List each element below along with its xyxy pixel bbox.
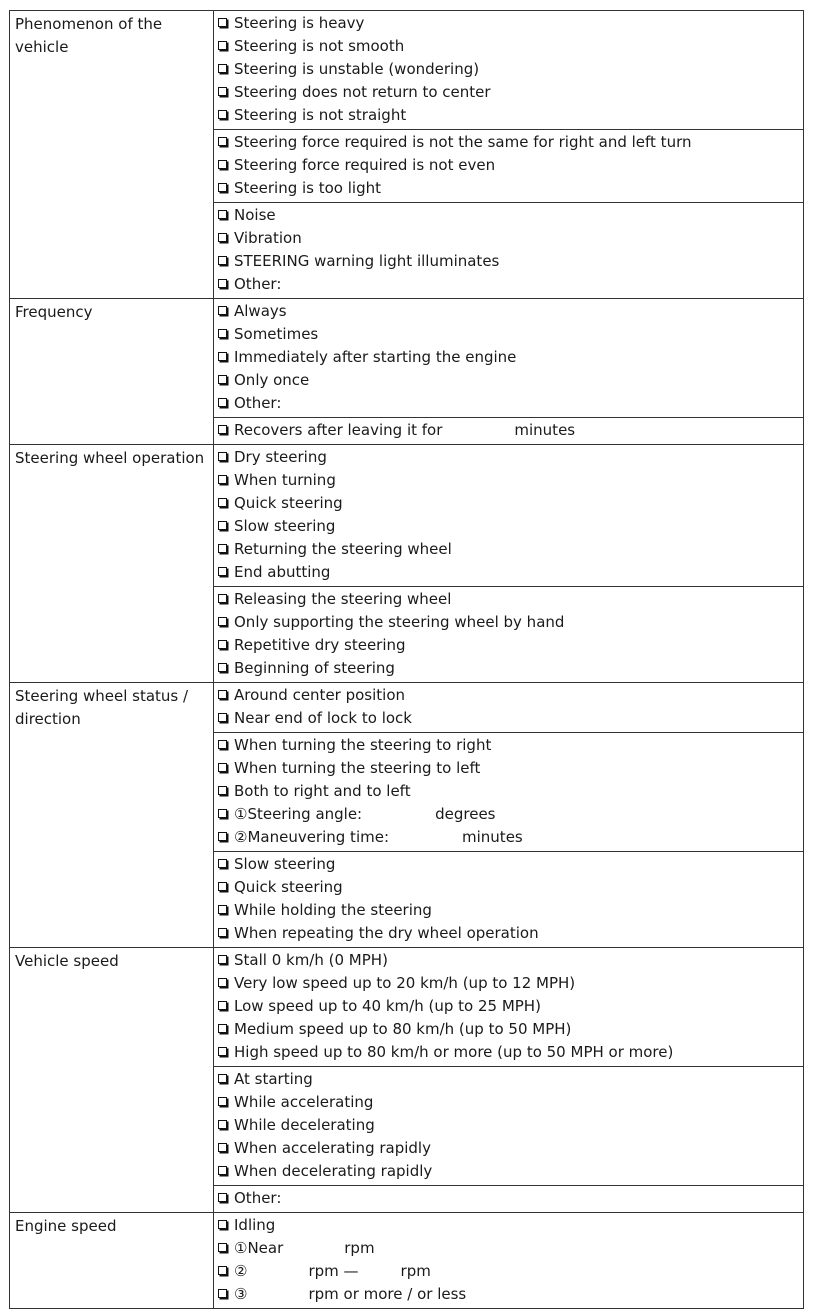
checkbox-option[interactable] xyxy=(217,1041,799,1064)
checkbox-icon[interactable] xyxy=(218,233,227,242)
checkbox-option[interactable] xyxy=(217,588,799,611)
checkbox-icon[interactable] xyxy=(218,786,227,795)
option-label: ②Maneuvering time: xyxy=(234,828,390,846)
option-label: Other: xyxy=(234,394,282,412)
checkbox-option[interactable] xyxy=(217,58,799,81)
checkbox-icon[interactable] xyxy=(218,1143,227,1152)
checkbox-icon[interactable] xyxy=(218,352,227,361)
option-label: Dry steering xyxy=(234,448,327,466)
checkbox-icon[interactable] xyxy=(218,1243,227,1252)
checklist-row xyxy=(10,948,804,1067)
checkbox-icon[interactable] xyxy=(218,279,227,288)
checkbox-option[interactable] xyxy=(217,81,799,104)
checkbox-icon[interactable] xyxy=(218,544,227,553)
checkbox-option[interactable] xyxy=(217,876,799,899)
checkbox-option[interactable] xyxy=(217,707,799,730)
checkbox-option[interactable] xyxy=(217,1091,799,1114)
checkbox-icon[interactable] xyxy=(218,1097,227,1106)
category-label: Steering wheel status / direction xyxy=(10,683,214,948)
checkbox-option[interactable] xyxy=(217,561,799,584)
checkbox-icon[interactable] xyxy=(218,955,227,964)
option-label: rpm — xyxy=(308,1262,359,1280)
option-group xyxy=(214,418,804,445)
option-label: When repeating the dry wheel operation xyxy=(234,924,539,942)
checkbox-option[interactable] xyxy=(217,131,799,154)
checkbox-icon[interactable] xyxy=(218,663,227,672)
checkbox-icon[interactable] xyxy=(218,567,227,576)
option-label: Slow steering xyxy=(234,517,336,535)
checkbox-icon[interactable] xyxy=(218,521,227,530)
option-label: Steering is not smooth xyxy=(234,37,405,55)
checkbox-icon[interactable] xyxy=(218,87,227,96)
option-label: Idling xyxy=(234,1216,276,1234)
option-label: degrees xyxy=(435,805,496,823)
checklist-row xyxy=(10,683,804,733)
option-label: While decelerating xyxy=(234,1116,375,1134)
checkbox-option[interactable] xyxy=(217,323,799,346)
checkbox-option[interactable] xyxy=(217,657,799,680)
checkbox-option[interactable] xyxy=(217,757,799,780)
checkbox-icon[interactable] xyxy=(218,1047,227,1056)
option-label: rpm xyxy=(344,1239,375,1257)
option-label: Steering is unstable (wondering) xyxy=(234,60,480,78)
option-group xyxy=(214,1213,804,1309)
option-group xyxy=(214,948,804,1067)
checkbox-option[interactable] xyxy=(217,446,799,469)
checkbox-icon[interactable] xyxy=(218,41,227,50)
checklist-row xyxy=(10,1213,804,1309)
option-label: Slow steering xyxy=(234,855,336,873)
checkbox-option[interactable] xyxy=(217,392,799,415)
option-label: Quick steering xyxy=(234,878,343,896)
checkbox-icon[interactable] xyxy=(218,1001,227,1010)
option-group xyxy=(214,587,804,683)
checkbox-option[interactable] xyxy=(217,12,799,35)
option-label: Repetitive dry steering xyxy=(234,636,406,654)
category-label: Phenomenon of the vehicle xyxy=(10,11,214,299)
option-label: Other: xyxy=(234,275,282,293)
option-label: Steering force required is not the same for right and left turn xyxy=(234,133,692,151)
checkbox-option[interactable] xyxy=(217,1114,799,1137)
option-label: rpm xyxy=(400,1262,431,1280)
option-group xyxy=(214,1186,804,1213)
option-label: When accelerating rapidly xyxy=(234,1139,431,1157)
checkbox-option[interactable] xyxy=(217,177,799,200)
option-label: ①Steering angle: xyxy=(234,805,363,823)
checklist-row xyxy=(10,299,804,418)
option-label: Stall 0 km/h (0 MPH) xyxy=(234,951,388,969)
checkbox-icon[interactable] xyxy=(218,978,227,987)
category-label: Vehicle speed xyxy=(10,948,214,1213)
checkbox-icon[interactable] xyxy=(218,1220,227,1229)
option-label: Near end of lock to lock xyxy=(234,709,412,727)
option-group xyxy=(214,733,804,852)
checkbox-option[interactable] xyxy=(217,538,799,561)
checkbox-icon[interactable] xyxy=(218,882,227,891)
checkbox-option[interactable] xyxy=(217,1187,799,1210)
option-label: Returning the steering wheel xyxy=(234,540,452,558)
checkbox-icon[interactable] xyxy=(218,110,227,119)
option-label: Steering is too light xyxy=(234,179,381,197)
checkbox-icon[interactable] xyxy=(218,1120,227,1129)
option-label: High speed up to 80 km/h or more (up to 50 MPH or more) xyxy=(234,1043,674,1061)
checkbox-option[interactable] xyxy=(217,995,799,1018)
option-label: Medium speed up to 80 km/h (up to 50 MPH) xyxy=(234,1020,572,1038)
option-label: When decelerating rapidly xyxy=(234,1162,433,1180)
checkbox-icon[interactable] xyxy=(218,183,227,192)
option-label: Always xyxy=(234,302,287,320)
checkbox-option[interactable] xyxy=(217,154,799,177)
checkbox-option[interactable] xyxy=(217,515,799,538)
option-label: Only once xyxy=(234,371,310,389)
checkbox-option[interactable] xyxy=(217,1260,799,1283)
checkbox-icon[interactable] xyxy=(218,809,227,818)
checkbox-option[interactable] xyxy=(217,803,799,826)
option-label: Both to right and to left xyxy=(234,782,411,800)
checkbox-icon[interactable] xyxy=(218,452,227,461)
checkbox-option[interactable] xyxy=(217,1237,799,1260)
checkbox-option[interactable] xyxy=(217,300,799,323)
checkbox-icon[interactable] xyxy=(218,905,227,914)
checkbox-option[interactable] xyxy=(217,250,799,273)
checkbox-icon[interactable] xyxy=(218,398,227,407)
checkbox-icon[interactable] xyxy=(218,1074,227,1083)
checkbox-icon[interactable] xyxy=(218,137,227,146)
checkbox-option[interactable] xyxy=(217,419,799,442)
option-group xyxy=(214,203,804,299)
checkbox-option[interactable] xyxy=(217,826,799,849)
option-group xyxy=(214,130,804,203)
option-label: When turning xyxy=(234,471,336,489)
inspection-checklist-table xyxy=(9,10,804,1309)
option-label: STEERING warning light illuminates xyxy=(234,252,500,270)
checkbox-icon[interactable] xyxy=(218,594,227,603)
checkbox-option[interactable] xyxy=(217,899,799,922)
option-label: Quick steering xyxy=(234,494,343,512)
option-label: Sometimes xyxy=(234,325,319,343)
checklist-row xyxy=(10,445,804,587)
option-label: Steering force required is not even xyxy=(234,156,496,174)
checkbox-option[interactable] xyxy=(217,611,799,634)
option-group xyxy=(214,445,804,587)
checkbox-option[interactable] xyxy=(217,1160,799,1183)
checkbox-icon[interactable] xyxy=(218,306,227,315)
option-group xyxy=(214,299,804,418)
checkbox-icon[interactable] xyxy=(218,475,227,484)
option-label: Low speed up to 40 km/h (up to 25 MPH) xyxy=(234,997,541,1015)
option-label: minutes xyxy=(514,421,576,439)
option-label: Releasing the steering wheel xyxy=(234,590,452,608)
option-label: ② xyxy=(234,1262,248,1280)
category-label: Frequency xyxy=(10,299,214,445)
checkbox-option[interactable] xyxy=(217,1214,799,1237)
option-label: Beginning of steering xyxy=(234,659,395,677)
option-label: ①Near xyxy=(234,1239,284,1257)
option-label: Other: xyxy=(234,1189,282,1207)
checkbox-icon[interactable] xyxy=(218,928,227,937)
checkbox-option[interactable] xyxy=(217,634,799,657)
checkbox-icon[interactable] xyxy=(218,640,227,649)
checkbox-icon[interactable] xyxy=(218,1266,227,1275)
checkbox-icon[interactable] xyxy=(218,64,227,73)
checkbox-icon[interactable] xyxy=(218,256,227,265)
checkbox-icon[interactable] xyxy=(218,329,227,338)
option-label: Steering does not return to center xyxy=(234,83,491,101)
checkbox-icon[interactable] xyxy=(218,740,227,749)
option-label: End abutting xyxy=(234,563,331,581)
checkbox-option[interactable] xyxy=(217,949,799,972)
option-group xyxy=(214,11,804,130)
checkbox-option[interactable] xyxy=(217,1018,799,1041)
checkbox-option[interactable] xyxy=(217,104,799,127)
option-label: Around center position xyxy=(234,686,406,704)
option-label: When turning the steering to left xyxy=(234,759,481,777)
checkbox-option[interactable] xyxy=(217,35,799,58)
checkbox-icon[interactable] xyxy=(218,210,227,219)
checkbox-icon[interactable] xyxy=(218,859,227,868)
checkbox-option[interactable] xyxy=(217,1068,799,1091)
checkbox-option[interactable] xyxy=(217,1283,799,1306)
option-label: Vibration xyxy=(234,229,302,247)
checkbox-icon[interactable] xyxy=(218,713,227,722)
category-label: Steering wheel operation xyxy=(10,445,214,683)
checkbox-option[interactable] xyxy=(217,227,799,250)
checkbox-option[interactable] xyxy=(217,273,799,296)
checkbox-option[interactable] xyxy=(217,734,799,757)
option-label: At starting xyxy=(234,1070,313,1088)
checkbox-icon[interactable] xyxy=(218,763,227,772)
option-label: minutes xyxy=(462,828,523,846)
checkbox-icon[interactable] xyxy=(218,617,227,626)
option-label: Noise xyxy=(234,206,276,224)
checklist-body xyxy=(10,11,804,1309)
option-label: Only supporting the steering wheel by hand xyxy=(234,613,565,631)
checkbox-icon[interactable] xyxy=(218,1289,227,1298)
checkbox-option[interactable] xyxy=(217,346,799,369)
checkbox-option[interactable] xyxy=(217,492,799,515)
checkbox-option[interactable] xyxy=(217,369,799,392)
checkbox-icon[interactable] xyxy=(218,1024,227,1033)
checkbox-option[interactable] xyxy=(217,684,799,707)
checkbox-option[interactable] xyxy=(217,922,799,945)
option-label: ③ xyxy=(234,1285,248,1303)
checkbox-icon[interactable] xyxy=(218,160,227,169)
option-group xyxy=(214,1067,804,1186)
option-label: rpm or more / or less xyxy=(308,1285,467,1303)
checkbox-option[interactable] xyxy=(217,780,799,803)
checkbox-icon[interactable] xyxy=(218,425,227,434)
option-label: Very low speed up to 20 km/h (up to 12 MPH) xyxy=(234,974,576,992)
checkbox-option[interactable] xyxy=(217,1137,799,1160)
option-label: Steering is heavy xyxy=(234,14,365,32)
checkbox-icon[interactable] xyxy=(218,832,227,841)
checkbox-option[interactable] xyxy=(217,204,799,227)
checkbox-icon[interactable] xyxy=(218,1166,227,1175)
option-label: Immediately after starting the engine xyxy=(234,348,517,366)
option-label: Steering is not straight xyxy=(234,106,407,124)
option-label: Recovers after leaving it for xyxy=(234,421,443,439)
option-label: While holding the steering xyxy=(234,901,432,919)
option-group xyxy=(214,852,804,948)
option-label: When turning the steering to right xyxy=(234,736,492,754)
checkbox-option[interactable] xyxy=(217,469,799,492)
category-label: Engine speed xyxy=(10,1213,214,1309)
checkbox-icon[interactable] xyxy=(218,18,227,27)
checkbox-icon[interactable] xyxy=(218,1193,227,1202)
checkbox-icon[interactable] xyxy=(218,375,227,384)
checkbox-option[interactable] xyxy=(217,853,799,876)
option-label: While accelerating xyxy=(234,1093,374,1111)
checkbox-icon[interactable] xyxy=(218,690,227,699)
checkbox-option[interactable] xyxy=(217,972,799,995)
checkbox-icon[interactable] xyxy=(218,498,227,507)
option-group xyxy=(214,683,804,733)
checklist-row xyxy=(10,11,804,130)
